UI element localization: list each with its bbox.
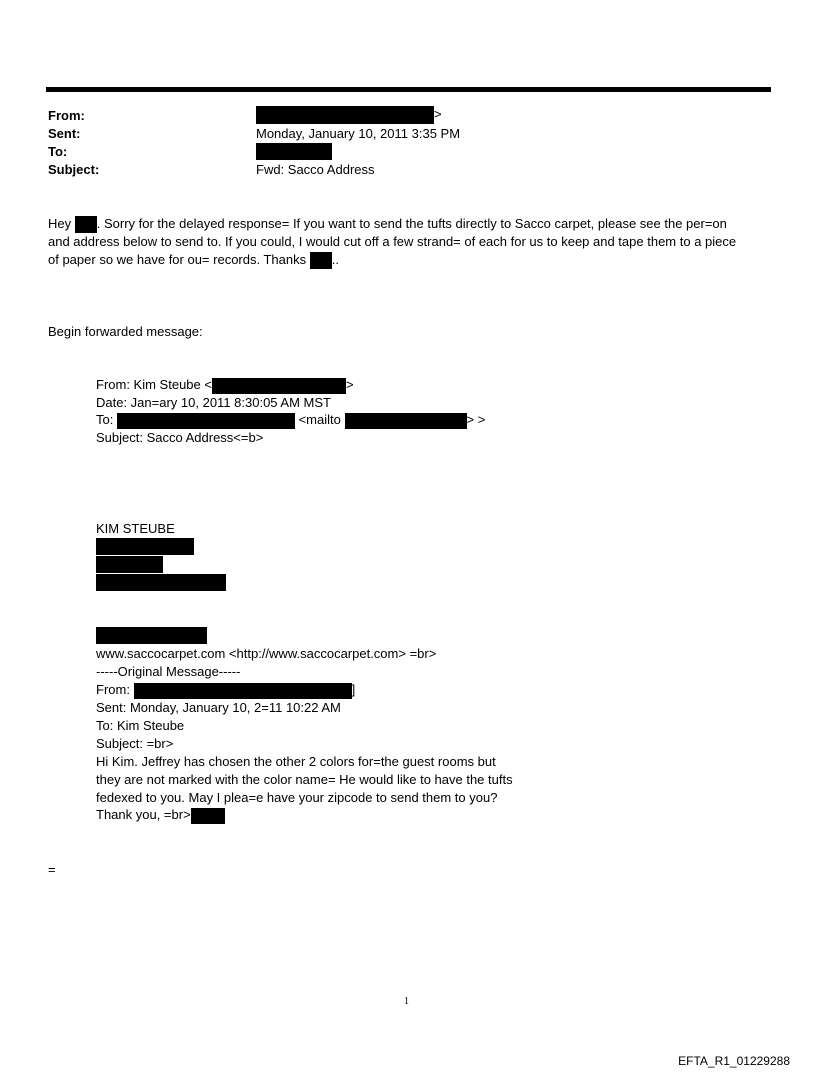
original-body-line xyxy=(96,807,225,824)
redaction-block xyxy=(96,556,163,573)
redaction-block xyxy=(256,106,434,124)
original-from-suffix: ] xyxy=(351,682,356,697)
subject-label: Subject: xyxy=(48,162,100,177)
redaction-block xyxy=(117,413,295,429)
redaction-block xyxy=(191,808,225,824)
original-body-text: Thank you, =br> xyxy=(96,807,191,822)
forwarded-to-label: To: xyxy=(96,412,114,427)
message-line xyxy=(48,251,339,269)
to-label: To: xyxy=(48,144,68,159)
from-value xyxy=(256,106,442,124)
original-subject: Subject: =br> xyxy=(96,736,174,751)
header-rule xyxy=(46,87,771,92)
forwarded-from-suffix: > xyxy=(345,377,354,392)
original-body-line: Hi Kim. Jeffrey has chosen the other 2 colors for=the guest rooms but xyxy=(96,754,496,769)
subject-value: Fwd: Sacco Address xyxy=(256,162,375,177)
original-message-divider: -----Original Message----- xyxy=(96,664,241,679)
forwarded-to-mailto: <mailto xyxy=(298,412,341,427)
original-to: To: Kim Steube xyxy=(96,718,185,733)
page-number: 1 xyxy=(404,996,409,1007)
forwarded-date: Date: Jan=ary 10, 2011 8:30:05 AM MST xyxy=(96,395,331,410)
message-text: . Sorry for the delayed response= If you want to send the tufts directly to Sacco carpet, please see the per=on xyxy=(96,216,727,231)
message-greeting: Hey xyxy=(48,216,72,231)
sent-value: Monday, January 10, 2011 3:35 PM xyxy=(256,126,461,141)
from-label: From: xyxy=(48,108,85,123)
redaction-block xyxy=(212,378,346,394)
forwarded-subject: Subject: Sacco Address<=b> xyxy=(96,430,264,445)
redaction-block xyxy=(256,143,332,160)
bates-number: EFTA_R1_01229288 xyxy=(678,1054,790,1068)
redaction-block xyxy=(96,574,226,591)
forwarded-from xyxy=(96,377,354,394)
sent-label: Sent: xyxy=(48,126,81,141)
message-text: .. xyxy=(331,252,339,267)
redaction-block xyxy=(96,538,194,555)
message-text: of paper so we have for ou= records. Thanks xyxy=(48,252,307,267)
message-line xyxy=(48,215,727,233)
forwarded-from-text: From: Kim Steube < xyxy=(96,377,212,392)
original-sent: Sent: Monday, January 10, 2=11 10:22 AM xyxy=(96,700,341,715)
trailing-equals: = xyxy=(48,862,56,877)
redaction-block xyxy=(75,216,97,233)
begin-forwarded-label: Begin forwarded message: xyxy=(48,324,203,339)
original-body-line: fedexed to you. May I plea=e have your zipcode to send them to you? xyxy=(96,790,498,805)
forwarded-to-suffix: > > xyxy=(466,412,486,427)
redaction-block xyxy=(134,683,352,699)
original-from xyxy=(96,682,355,699)
redaction-block xyxy=(96,627,207,644)
forwarded-to xyxy=(96,412,485,429)
redaction-block xyxy=(345,413,467,429)
signature-name: KIM STEUBE xyxy=(96,521,175,536)
message-text: and address below to send to. If you could, I would cut off a few strand= of each for us to keep and tape them to a piece xyxy=(48,234,737,249)
from-suffix: > xyxy=(434,106,442,122)
original-from-label: From: xyxy=(96,682,130,697)
website-line: www.saccocarpet.com <http://www.saccocarpet.com> =br> xyxy=(96,646,437,661)
redaction-block xyxy=(310,252,332,269)
original-body-line: they are not marked with the color name= He would like to have the tufts xyxy=(96,772,513,787)
